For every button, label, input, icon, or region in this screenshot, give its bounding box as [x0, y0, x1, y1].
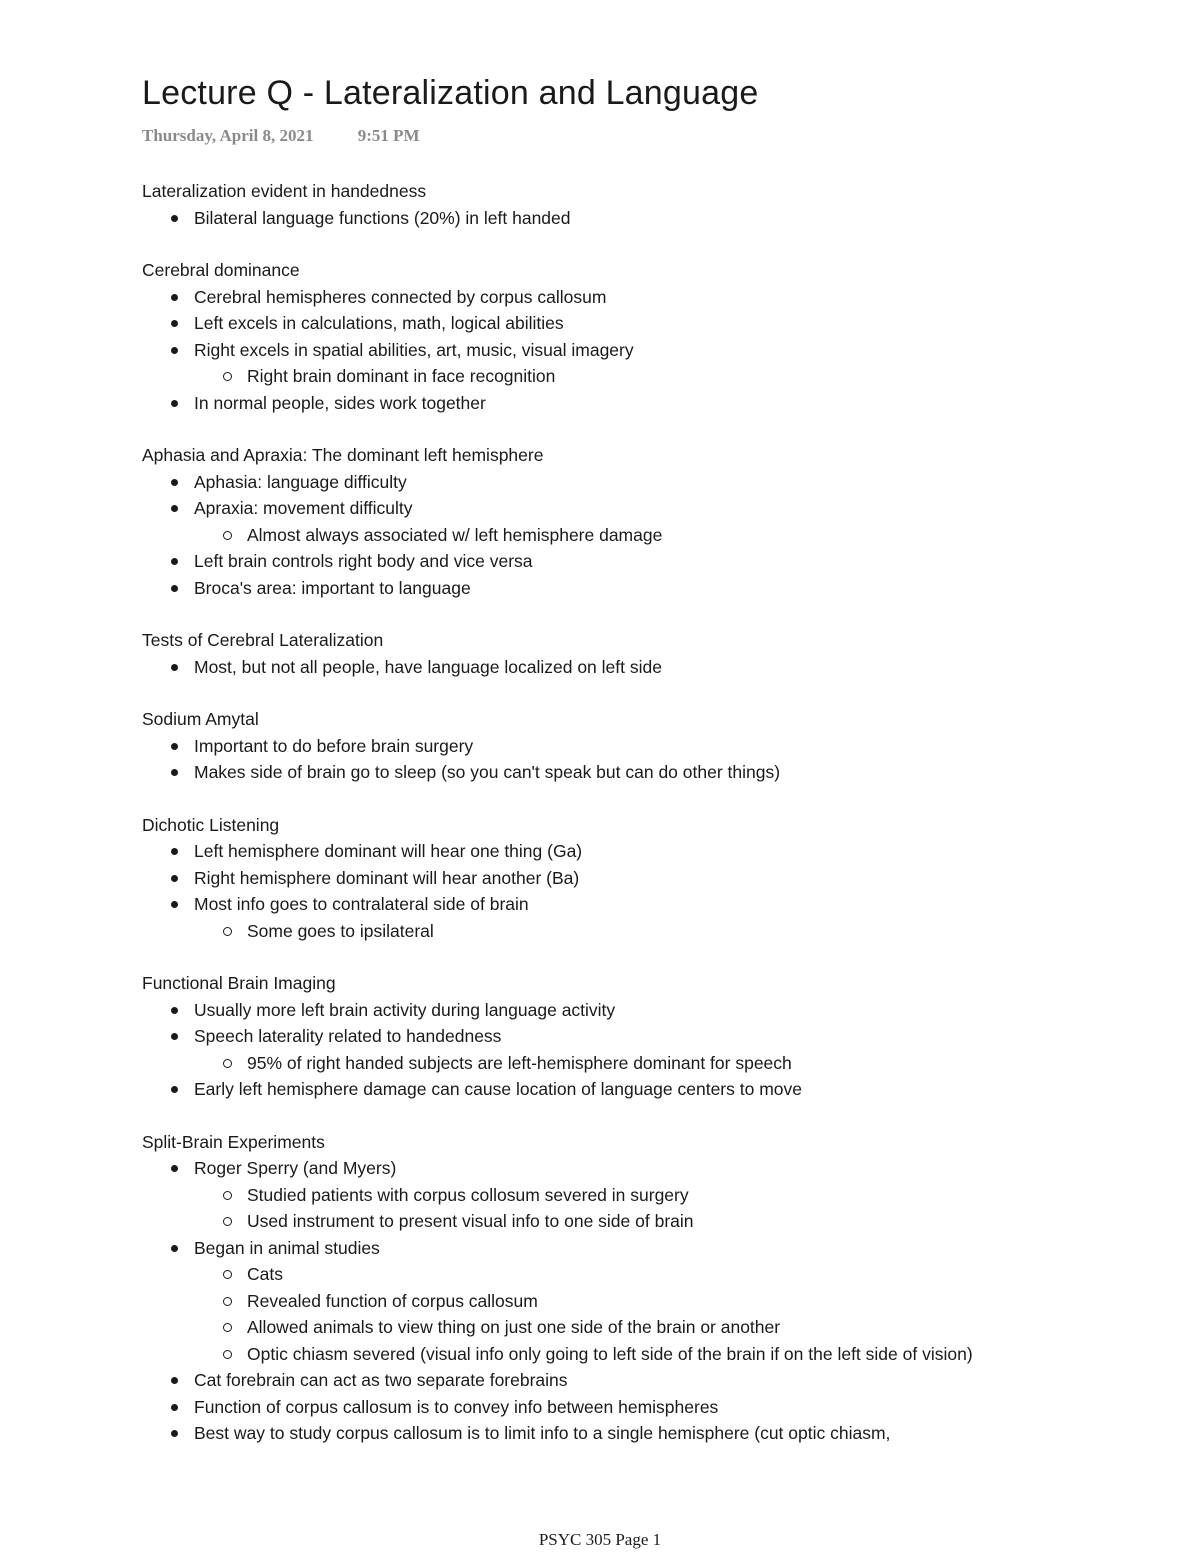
sub-bullet-item: Used instrument to present visual info to one side of brain: [142, 1208, 1042, 1235]
sub-bullet-item: Studied patients with corpus collosum severed in surgery: [142, 1182, 1042, 1209]
bullet-item: Right excels in spatial abilities, art, music, visual imagery: [142, 337, 1042, 364]
sub-bullet-item: 95% of right handed subjects are left-hemisphere dominant for speech: [142, 1050, 1042, 1077]
bullet-item: Apraxia: movement difficulty: [142, 495, 1042, 522]
bullet-item: Aphasia: language difficulty: [142, 469, 1042, 496]
sub-bullet-item: Almost always associated w/ left hemisphere damage: [142, 522, 1042, 549]
sub-bullet-item: Allowed animals to view thing on just one side of the brain or another: [142, 1314, 1042, 1341]
page-title: Lecture Q - Lateralization and Language: [142, 74, 759, 112]
sub-bullet-item: Revealed function of corpus callosum: [142, 1288, 1042, 1315]
note-body: [142, 178, 1042, 1447]
bullet-item: Cerebral hemispheres connected by corpus callosum: [142, 284, 1042, 311]
bullet-item: Cat forebrain can act as two separate forebrains: [142, 1367, 1042, 1394]
section-gap: [142, 601, 1042, 627]
bullet-item: Early left hemisphere damage can cause location of language centers to move: [142, 1076, 1042, 1103]
bullet-item: Makes side of brain go to sleep (so you can't speak but can do other things): [142, 759, 1042, 786]
page-footer: PSYC 305 Page 1: [538, 1530, 662, 1549]
section-gap: [142, 944, 1042, 970]
section-gap: [142, 231, 1042, 257]
section-heading: Functional Brain Imaging: [142, 973, 336, 993]
note-time: 9:51 PM: [357, 126, 420, 145]
sub-bullet-item: Some goes to ipsilateral: [142, 918, 1042, 945]
bullet-item: Important to do before brain surgery: [142, 733, 1042, 760]
bullet-item: Best way to study corpus callosum is to limit info to a single hemisphere (cut optic chiasm,: [142, 1420, 1042, 1447]
section-heading: Cerebral dominance: [142, 260, 300, 280]
bullet-item: Broca's area: important to language: [142, 575, 1042, 602]
bullet-item: Usually more left brain activity during language activity: [142, 997, 1042, 1024]
bullet-item: Right hemisphere dominant will hear another (Ba): [142, 865, 1042, 892]
sub-bullet-item: Right brain dominant in face recognition: [142, 363, 1042, 390]
bullet-item: Left excels in calculations, math, logical abilities: [142, 310, 1042, 337]
note-timestamp: [142, 126, 420, 146]
section-heading: Lateralization evident in handedness: [142, 181, 427, 201]
section-heading: Sodium Amytal: [142, 709, 259, 729]
bullet-item: Speech laterality related to handedness: [142, 1023, 1042, 1050]
bullet-item: Bilateral language functions (20%) in left handed: [142, 205, 1042, 232]
note-date: Thursday, April 8, 2021: [142, 126, 314, 145]
bullet-item: Left hemisphere dominant will hear one thing (Ga): [142, 838, 1042, 865]
sub-bullet-item: Optic chiasm severed (visual info only going to left side of the brain if on the left side of vision): [142, 1341, 1042, 1368]
section-gap: [142, 786, 1042, 812]
bullet-item: In normal people, sides work together: [142, 390, 1042, 417]
bullet-item: Left brain controls right body and vice versa: [142, 548, 1042, 575]
section-gap: [142, 680, 1042, 706]
bullet-item: Most info goes to contralateral side of brain: [142, 891, 1042, 918]
bullet-item: Most, but not all people, have language localized on left side: [142, 654, 1042, 681]
section-heading: Split-Brain Experiments: [142, 1131, 325, 1152]
section-heading: Tests of Cerebral Lateralization: [142, 630, 384, 650]
bullet-item: Function of corpus callosum is to convey info between hemispheres: [142, 1394, 1042, 1421]
section-heading: Dichotic Listening: [142, 814, 280, 835]
sub-bullet-item: Cats: [142, 1261, 1042, 1288]
bullet-item: Began in animal studies: [142, 1235, 1042, 1262]
section-gap: [142, 416, 1042, 442]
section-heading: Aphasia and Apraxia: The dominant left hemisphere: [142, 445, 544, 465]
section-gap: [142, 1103, 1042, 1129]
bullet-item: Roger Sperry (and Myers): [142, 1155, 1042, 1182]
